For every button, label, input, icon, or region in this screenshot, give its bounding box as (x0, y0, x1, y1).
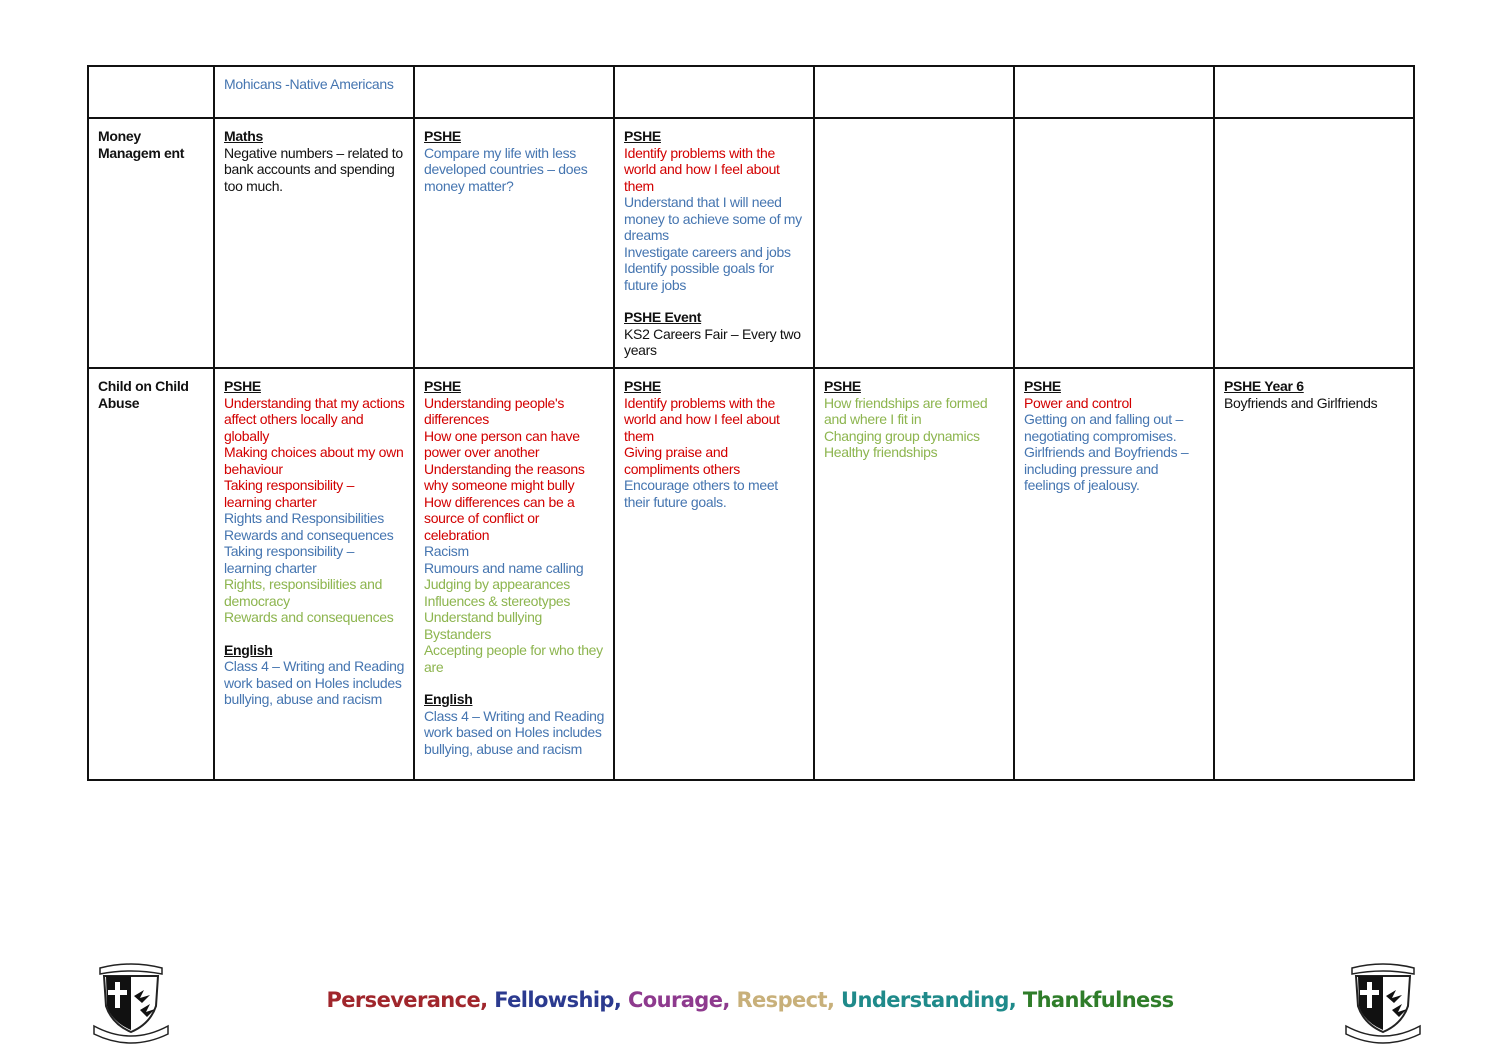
topic-line: Healthy friendships (824, 444, 938, 460)
topic-line: Mohicans -Native Americans (224, 76, 394, 92)
topic-line: Negative numbers – related to bank accounts and spending too much. (224, 144, 403, 194)
table-cell (214, 66, 414, 118)
table-cell (1014, 368, 1214, 780)
table-cell (1014, 66, 1214, 118)
subject-heading: PSHE (424, 378, 461, 394)
value-word: Thankfulness (1022, 988, 1174, 1012)
school-values-footer (0, 988, 1500, 1012)
value-word: Courage, (627, 988, 730, 1012)
topic-line: Rewards and consequences (224, 609, 394, 625)
value-word: Understanding, (841, 988, 1017, 1012)
topic-line: Rewards and consequences (224, 526, 394, 543)
topic-line: Racism (424, 543, 469, 559)
topic-line: Encourage others to meet their future goals. (624, 477, 778, 510)
table-cell (1014, 118, 1214, 368)
topic-line: Identify problems with the world and how I feel about them (624, 394, 780, 444)
topic-line: How differences can be a source of conflict or celebration (424, 493, 575, 543)
table-cell (414, 118, 614, 368)
topic-line: Taking responsibility – learning charter (224, 477, 355, 510)
subject-heading: PSHE (624, 128, 661, 144)
table-cell (814, 118, 1014, 368)
topic-line: Compare my life with less developed countries – does money matter? (424, 144, 588, 194)
topic-line: Understand that I will need money to achieve some of my dreams (624, 194, 802, 243)
subject-heading: PSHE Year 6 (1224, 378, 1304, 394)
topic-line: Rights and Responsibilities (224, 510, 384, 526)
topic-line: How one person can have power over another (424, 427, 580, 460)
table-row (88, 66, 1414, 118)
table-cell (814, 368, 1014, 780)
topic-line: Getting on and falling out – negotiating compromises. (1024, 411, 1183, 444)
table-cell (214, 118, 414, 368)
subject-heading: English (424, 691, 473, 707)
table-cell (414, 368, 614, 780)
table-cell (414, 66, 614, 118)
topic-line: Accepting people for who they are (424, 642, 603, 675)
table-cell (614, 368, 814, 780)
topic-line: Boyfriends and Girlfriends (1224, 394, 1378, 411)
table-cell (214, 368, 414, 780)
topic-line: Influences & stereotypes (424, 592, 571, 609)
subject-heading: PSHE (424, 128, 461, 144)
topic-line: Taking responsibility – learning charter (224, 543, 355, 576)
spacer (424, 675, 605, 691)
spacer (224, 626, 405, 642)
topic-line: Understanding that my actions affect others locally and globally (224, 394, 405, 444)
topic-line: Judging by appearances (424, 576, 570, 592)
topic-line: Understanding people's differences (424, 394, 565, 427)
topic-line: Girlfriends and Boyfriends – including pressure and feelings of jealousy. (1024, 444, 1189, 493)
table-cell (814, 66, 1014, 118)
value-word: Perseverance, (326, 988, 488, 1012)
subject-heading: PSHE Event (624, 309, 702, 325)
topic-line: Identify problems with the world and how I feel about them (624, 144, 780, 194)
topic-line: Giving praise and compliments others (624, 444, 740, 477)
topic-line: Making choices about my own behaviour (224, 444, 404, 477)
subject-heading: PSHE (624, 378, 661, 394)
topic-line: Understand bullying (424, 609, 543, 625)
table-row (88, 118, 1414, 368)
spacer (624, 293, 805, 309)
table-cell (1214, 368, 1414, 780)
topic-line: Rights, responsibilities and democracy (224, 576, 383, 609)
topic-line: Class 4 – Writing and Reading work based on Holes includes bullying, abuse and racism (424, 707, 605, 757)
topic-line: Rumours and name calling (424, 559, 584, 576)
subject-heading: Maths (224, 128, 263, 144)
table-cell (614, 66, 814, 118)
topic-line: Class 4 – Writing and Reading work based on Holes includes bullying, abuse and racism (224, 658, 405, 707)
table-cell (1214, 118, 1414, 368)
curriculum-table (87, 65, 1415, 781)
value-word: Respect, (736, 988, 835, 1012)
subject-heading: PSHE (224, 378, 261, 394)
subject-heading: PSHE (824, 378, 861, 394)
topic-line: Bystanders (424, 625, 492, 642)
topic-line: KS2 Careers Fair – Every two years (624, 325, 801, 358)
topic-line: Changing group dynamics (824, 427, 980, 444)
table-row (88, 368, 1414, 780)
topic-line: Power and control (1024, 394, 1132, 411)
topic-line: Understanding the reasons why someone might bully (424, 460, 585, 493)
topic-line: Identify possible goals for future jobs (624, 260, 774, 293)
table-cell (614, 118, 814, 368)
table-cell (1214, 66, 1414, 118)
topic-line: Investigate careers and jobs (624, 243, 791, 260)
row-heading (88, 66, 214, 118)
subject-heading: English (224, 641, 273, 658)
topic-line: How friendships are formed and where I fit in (824, 394, 988, 427)
row-heading: Child on Child Abuse (88, 368, 214, 780)
subject-heading: PSHE (1024, 378, 1061, 394)
value-word: Fellowship, (494, 988, 622, 1012)
row-heading: Money Managem ent (88, 118, 214, 368)
